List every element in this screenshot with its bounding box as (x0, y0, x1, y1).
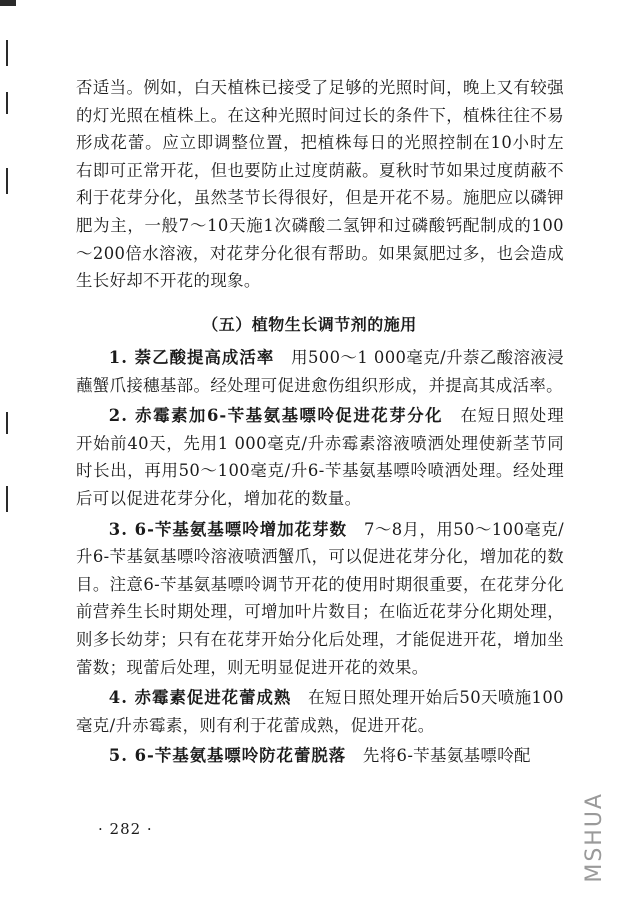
section-title: （五）植物生长调节剂的施用 (202, 315, 417, 334)
scan-artifact (0, 0, 16, 6)
body-text-top (76, 74, 564, 295)
page-number: · 282 · (98, 820, 153, 838)
item-body: 先将6-苄基氨基嘌呤配 (346, 746, 531, 766)
scan-artifact (6, 40, 8, 66)
scan-artifact (6, 168, 8, 194)
item-body: 在短日照处理开始后50天喷施100毫克/升赤霉素，则有利于花蕾成熟，促进开花。 (76, 688, 564, 735)
item-heading: 3. 6-苄基氨基嘌呤增加花芽数 (108, 519, 348, 539)
item-paragraph (76, 684, 564, 739)
item-body: 在短日照处理开始前40天，先用1 000毫克/升赤霉素溶液喷洒处理使新茎节同时长出，再用50～100毫克/升6-苄基氨基嘌呤喷洒处理。经处理后可以促进花芽分化，增加花的数量。 (76, 406, 564, 508)
scan-artifact (6, 486, 8, 512)
item-heading: 4. 赤霉素促进花蕾成熟 (108, 688, 292, 708)
item-body: 7～8月，用50～100毫克/升6-苄基氨基嘌呤溶液喷洒蟹爪，可以促进花芽分化，增加花的数目。注意6-苄基氨基嘌呤调节开花的使用时期很重要，在花芽分化前营养生长时期处理，可增加叶片数目；在临近花芽分化期处理，则多长幼芽；只有在花芽开始分化后处理，才能促进开花，增加坐蕾数；现蕾后处理，则无明显促进开花的效果。 (76, 519, 564, 677)
watermark: MSHUA (582, 792, 607, 883)
continuation-paragraph: 否适当。例如，白天植株已接受了足够的光照时间，晚上又有较强的灯光照在植株上。在这种光照时间过长的条件下，植株往往不易形成花蕾。应立即调整位置，把植株每日的光照控制在10小时左右即可正常开花，但也要防止过度荫蔽。夏秋时节如果过度荫蔽不利于花芽分化，虽然茎节长得很好，但是开花不易。施肥应以磷钾肥为主，一般7～10天施1次磷酸二氢钾和过磷酸钙配制成的100～200倍水溶液，对花芽分化很有帮助。如果氮肥过多，也会造成生长好却不开花的现象。 (76, 78, 564, 291)
body-text-items (76, 344, 564, 770)
item-paragraph (76, 402, 564, 512)
scan-artifact (6, 92, 8, 114)
item-heading: 5. 6-苄基氨基嘌呤防花蕾脱落 (108, 746, 347, 766)
item-paragraph (76, 742, 564, 770)
item-paragraph (76, 516, 564, 682)
item-heading: 2. 赤霉素加6-苄基氨基嘌呤促进花芽分化 (108, 406, 444, 426)
scan-artifact (6, 412, 8, 434)
item-heading: 1. 萘乙酸提高成活率 (108, 348, 275, 367)
item-paragraph (76, 344, 564, 399)
item-body: 用500～1 000毫克/升萘乙酸溶液浸蘸蟹爪接穗基部。经处理可促进愈伤组织形成，并提高其成活率。 (76, 348, 564, 395)
